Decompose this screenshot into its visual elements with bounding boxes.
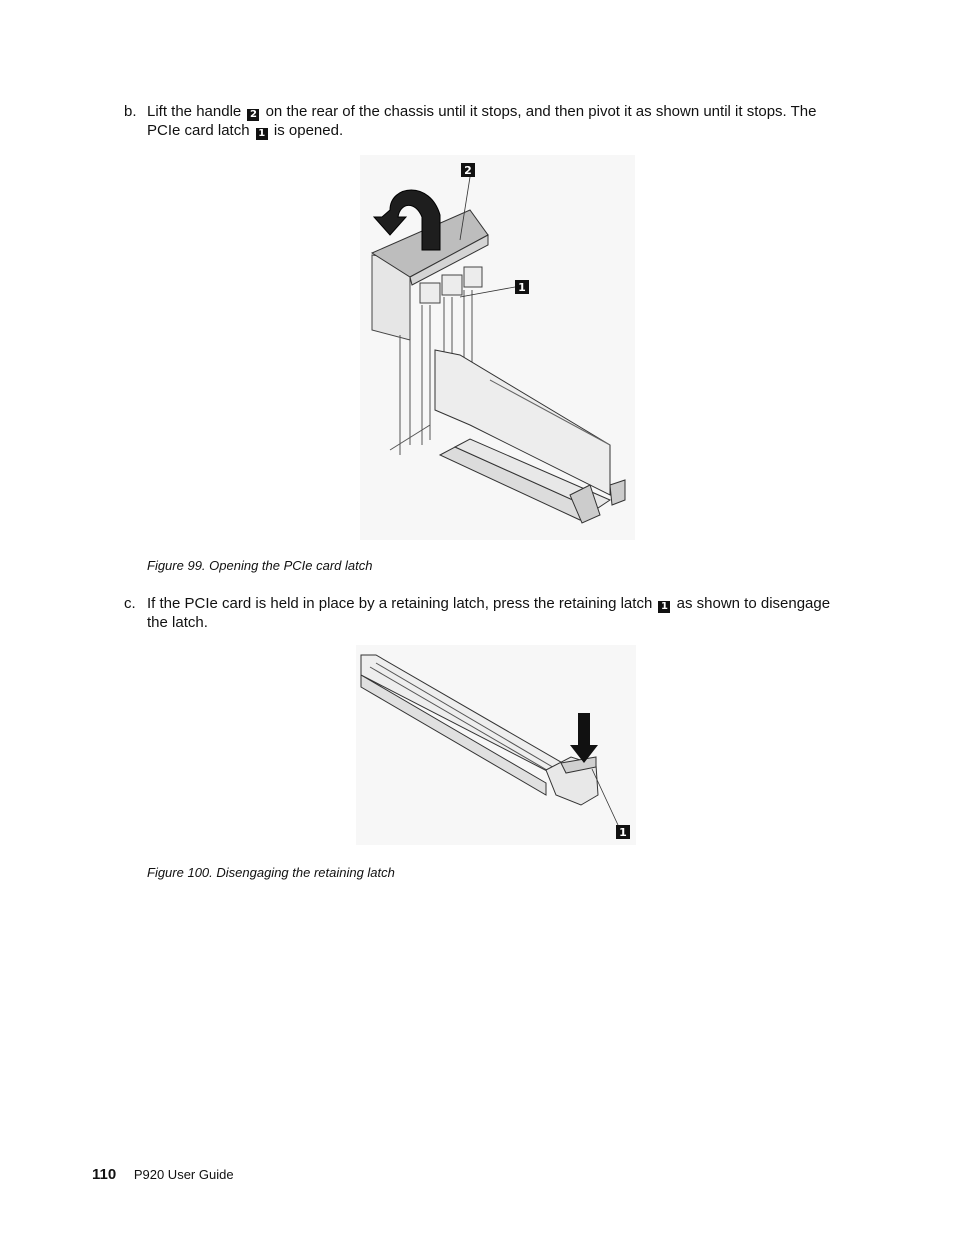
step-text: If the PCIe card is held in place by a retaining latch, press the retaining latch 1 as shown to disengage the latch. xyxy=(147,595,831,631)
callout-2-icon: 2 xyxy=(247,109,259,121)
callout-label: 1 xyxy=(619,826,627,839)
figure-caption: Figure 99. Opening the PCIe card latch xyxy=(147,558,373,573)
retaining-latch-illustration xyxy=(356,645,636,845)
callout-label: 2 xyxy=(464,164,472,177)
callout-1-icon: 1 xyxy=(658,601,670,613)
step-marker: c. xyxy=(124,595,136,612)
figure-caption: Figure 100. Disengaging the retaining latch xyxy=(147,865,395,880)
pcie-latch-illustration xyxy=(360,155,635,540)
figure-opening-pcie-latch xyxy=(360,155,635,540)
figure-disengaging-latch xyxy=(356,645,636,845)
callout-label: 1 xyxy=(518,281,526,294)
doc-title: P920 User Guide xyxy=(133,1167,234,1182)
step-text: Lift the handle 2 on the rear of the chassis until it stops, and then pivot it as shown until it stops. The PCIe card latch 1 is opened. xyxy=(147,103,817,139)
page-number: 110 xyxy=(92,1166,117,1183)
step-marker: b. xyxy=(124,103,137,120)
page-footer xyxy=(92,1166,234,1183)
callout-1-icon: 1 xyxy=(256,128,268,140)
